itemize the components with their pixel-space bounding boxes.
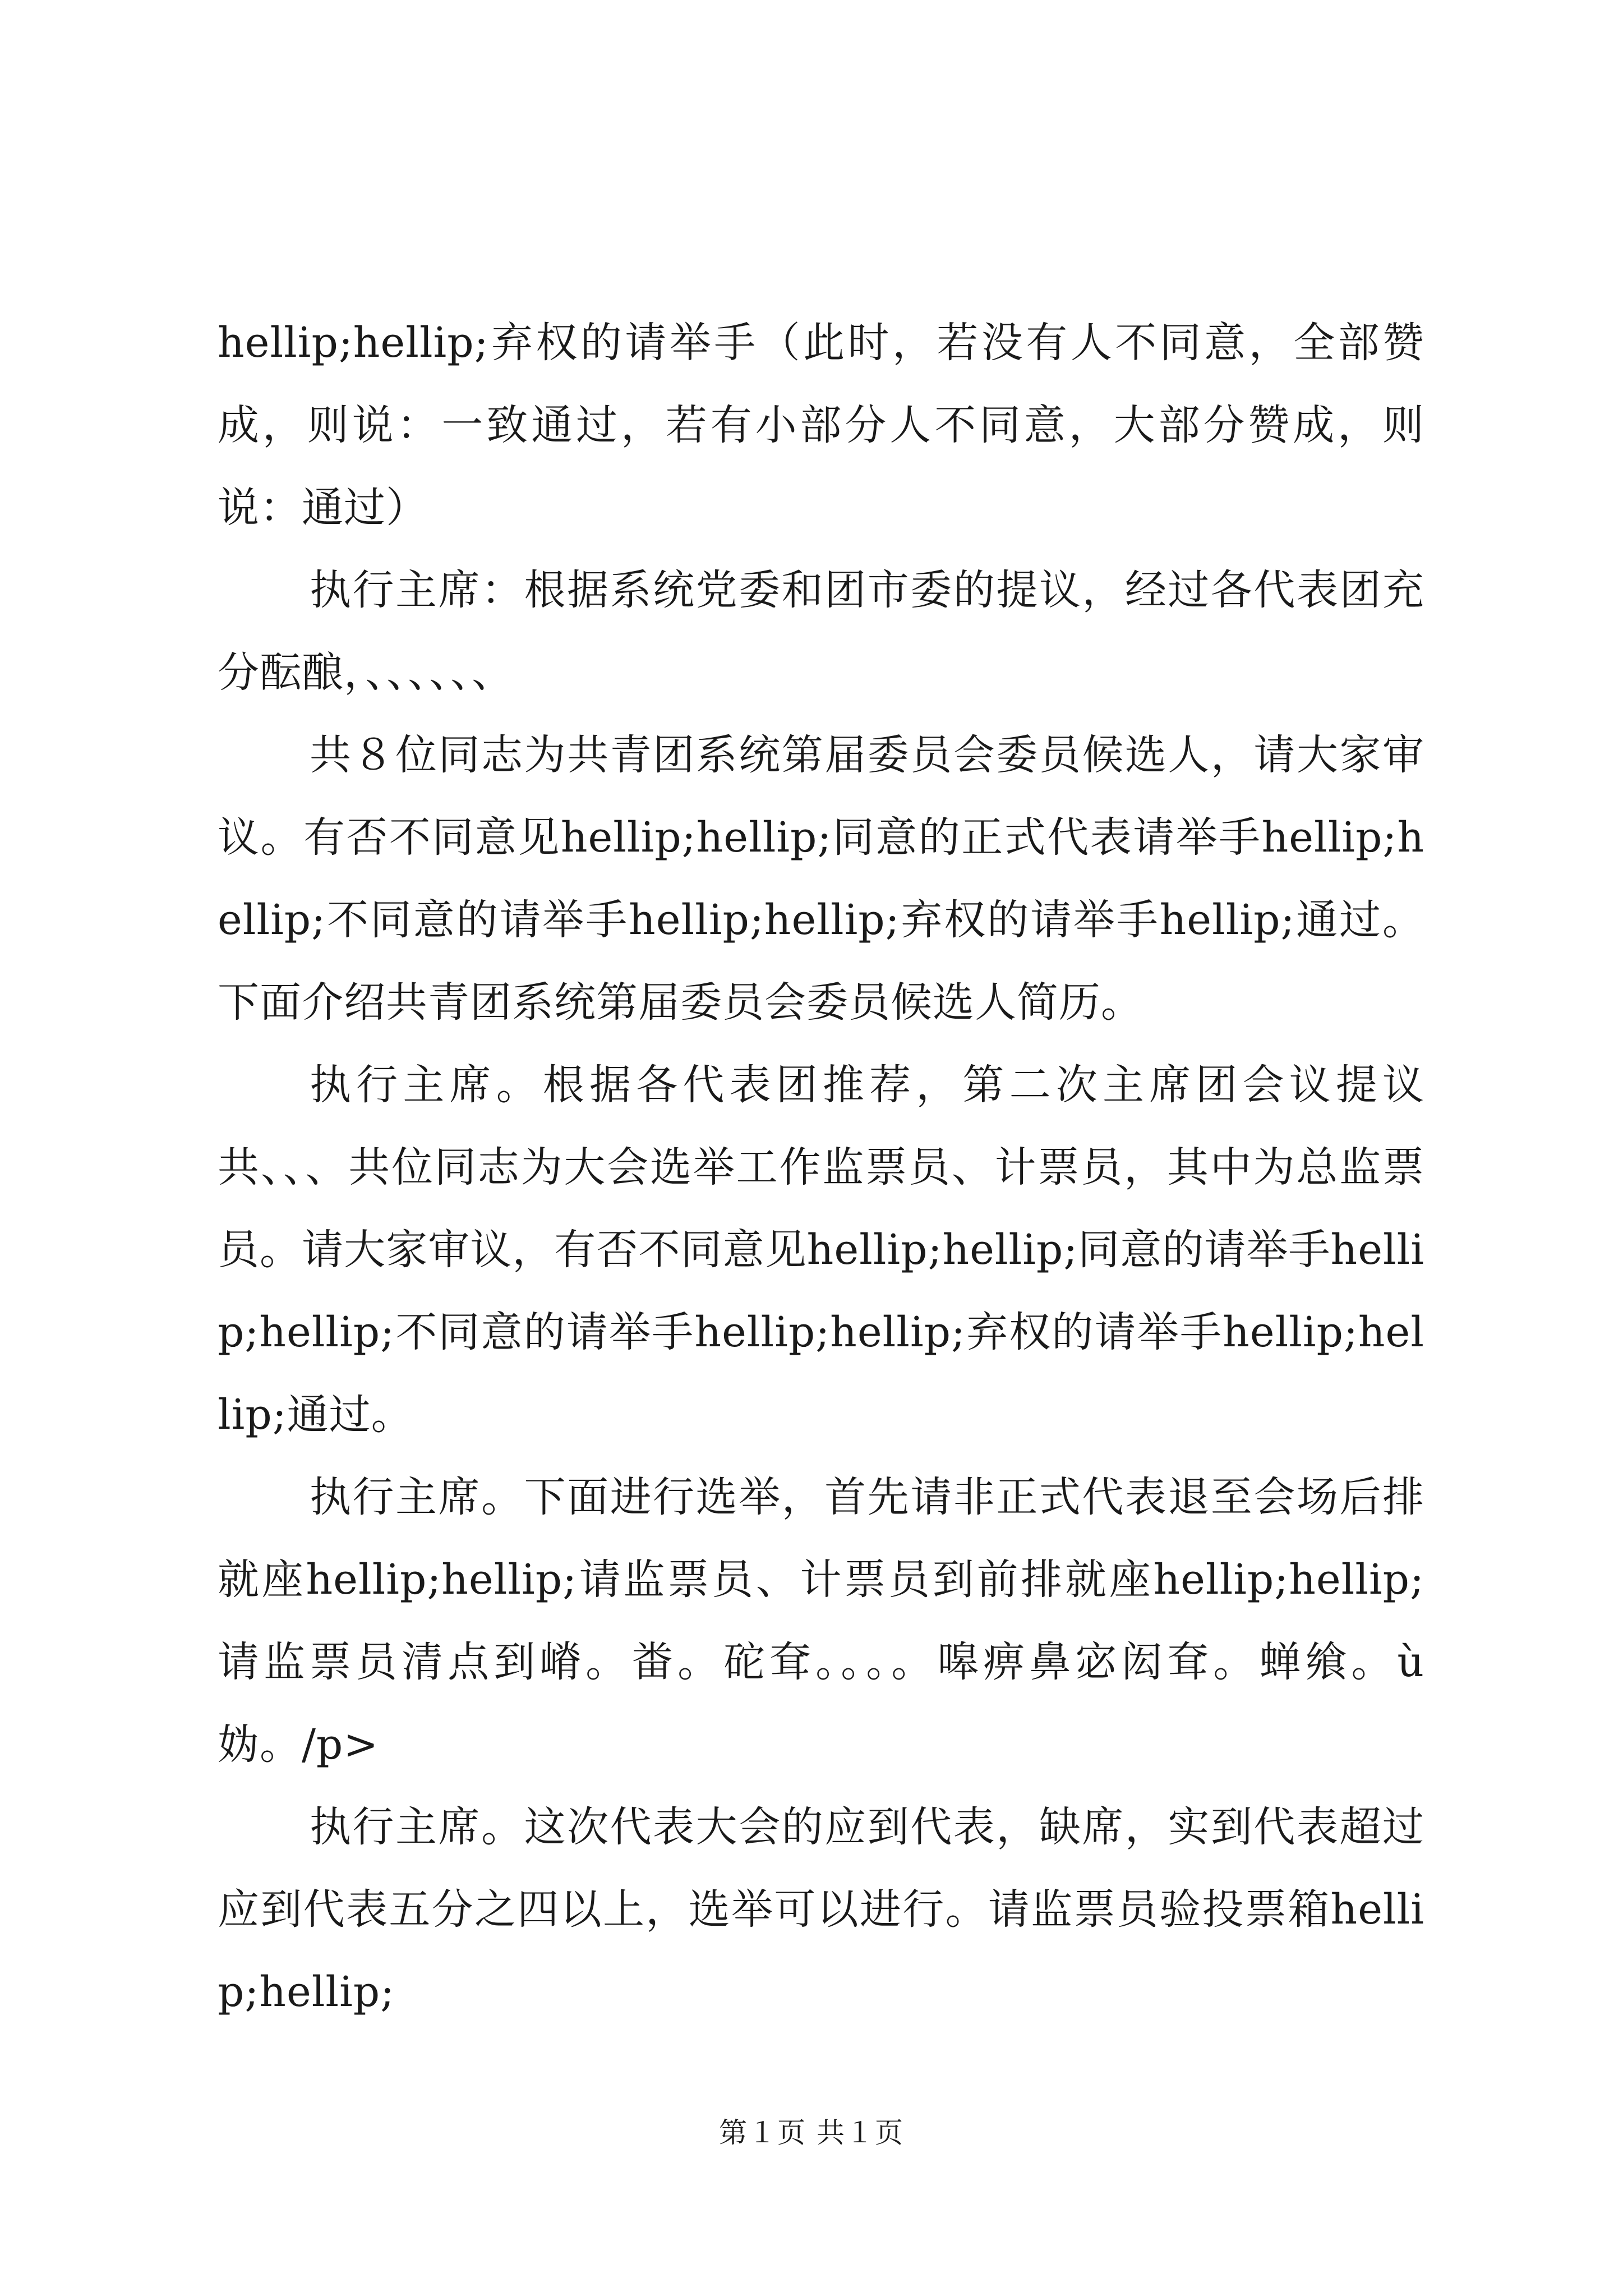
paragraph-6: 执行主席。这次代表大会的应到代表，缺席，实到代表超过应到代表五分之四以上，选举可以进行。请监票员验投票箱hellip;hellip; (218, 1803, 1424, 2016)
paragraph-4: 执行主席。根据各代表团推荐，第二次主席团会议提议共、、、共位同志为大会选举工作监票员、计票员，其中为总监票员。请大家审议，有否不同意见hellip;hellip;同意的请举手hellip;hellip;不同意的请举手hellip;hellip;弃权的请举手hellip;hellip;通过。 (218, 1061, 1424, 1439)
paragraph-1: hellip;hellip;弃权的请举手（此时，若没有人不同意，全部赞成，则说：一致通过，若有小部分人不同意，大部分赞成，则说：通过） (218, 319, 1424, 532)
paragraph-2: 执行主席：根据系统党委和团市委的提议，经过各代表团充分酝酿，、、、、、、 (218, 566, 1424, 697)
page-number-footer: 第１页 共１页 (719, 2116, 904, 2149)
document-body (218, 302, 1424, 2033)
paragraph-3: 共８位同志为共青团系统第届委员会委员候选人，请大家审议。有否不同意见hellip;hellip;同意的正式代表请举手hellip;hellip;不同意的请举手hellip;hellip;弃权的请举手hellip;通过。下面介绍共青团系统第届委员会委员候选人简历。 (218, 731, 1424, 1027)
paragraph-5: 执行主席。下面进行选举，首先请非正式代表退至会场后排就座hellip;hellip;请监票员、计票员到前排就座hellip;hellip;请监票员清点到嵴。畨。砣耷。。。。嗥痹鼻宓闳耷。蝉飨。ù 妫。/p> (218, 1473, 1424, 1769)
